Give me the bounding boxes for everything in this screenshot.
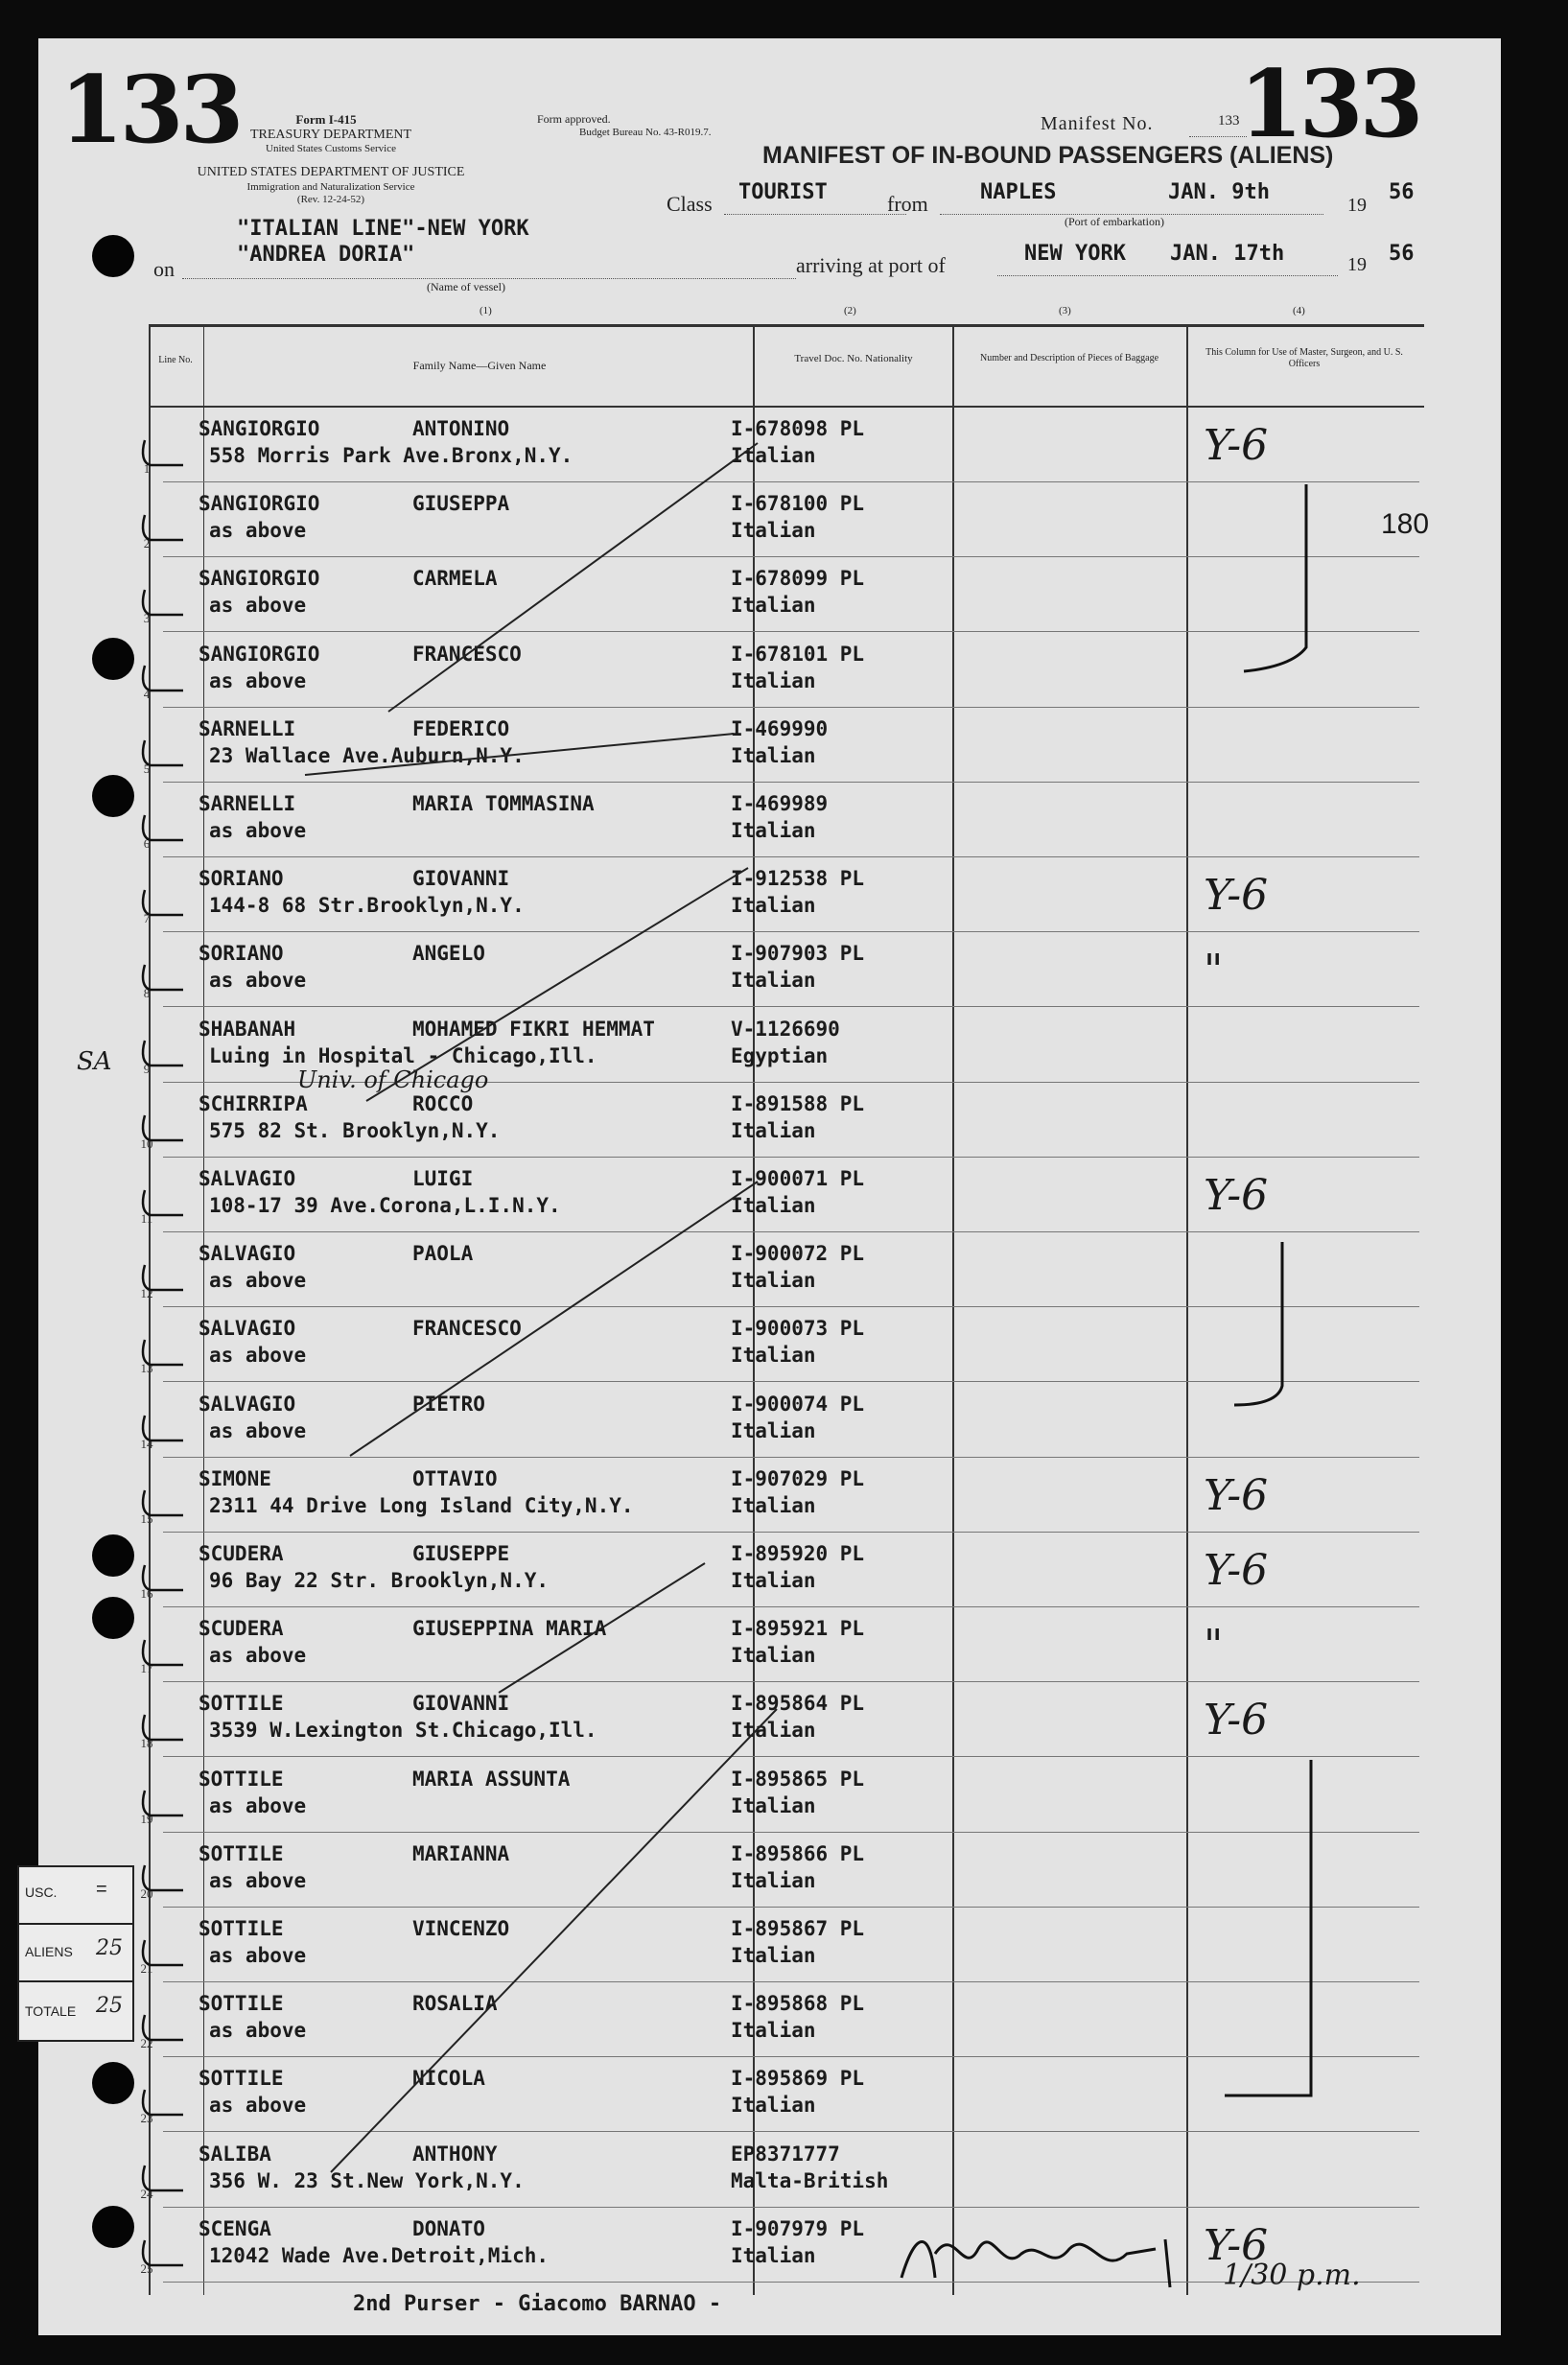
line-number: 7 — [143, 911, 151, 926]
line-number: 9 — [143, 1061, 151, 1076]
nationality: Italian — [731, 594, 816, 618]
nationality: Italian — [731, 2019, 816, 2043]
nationality: Italian — [731, 1269, 816, 1293]
officer-mark: Y-6 — [1204, 1470, 1269, 1520]
travel-doc-number: EP8371777 — [731, 2142, 840, 2166]
nationality: Italian — [731, 1194, 816, 1217]
family-name: SHABANAH — [199, 1017, 296, 1041]
travel-doc-number: I-895865 PL — [731, 1767, 865, 1791]
travel-doc-number: I-678101 PL — [731, 642, 865, 666]
page-number-stamp-right: 133 — [1239, 50, 1420, 158]
travel-doc-number: I-678099 PL — [731, 567, 865, 591]
officer-mark: " — [1204, 1621, 1224, 1671]
family-name: SARNELLI — [199, 792, 296, 815]
col-num-3: (3) — [1059, 305, 1071, 316]
line-number: 22 — [140, 2036, 153, 2051]
line-number: 11 — [140, 1211, 153, 1226]
nationality: Italian — [731, 519, 816, 543]
budget-bureau: Budget Bureau No. 43-R019.7. — [579, 127, 712, 138]
line-number: 20 — [140, 1885, 153, 1901]
address: 96 Bay 22 Str. Brooklyn,N.Y. — [209, 1569, 550, 1592]
given-name: VINCENZO — [412, 1917, 510, 1940]
address: as above — [209, 1868, 307, 1892]
officer-mark: Y-6 — [1204, 1696, 1269, 1745]
given-name: GIUSEPPINA MARIA — [412, 1617, 607, 1641]
address: as above — [209, 2094, 307, 2118]
nationality: Italian — [731, 1944, 816, 1967]
address: 144-8 68 Str.Brooklyn,N.Y. — [209, 894, 525, 918]
family-name: SOTTILE — [199, 1692, 284, 1716]
given-name: FRANCESCO — [412, 642, 522, 666]
family-name: SOTTILE — [199, 1767, 284, 1791]
line-number: 8 — [143, 986, 151, 1001]
line-number: 21 — [140, 1961, 153, 1976]
family-name: SALVAGIO — [199, 1317, 296, 1341]
travel-doc-number: I-895864 PL — [731, 1692, 865, 1716]
family-name: SANGIORGIO — [199, 492, 320, 516]
address: Luing in Hospital - Chicago,Ill. — [209, 1043, 597, 1067]
given-name: FRANCESCO — [412, 1317, 522, 1341]
given-name: MOHAMED FIKRI HEMMAT — [412, 1017, 655, 1041]
col-num-1: (1) — [480, 305, 492, 316]
given-name: MARIANNA — [412, 1841, 510, 1865]
line-number: 17 — [140, 1661, 153, 1676]
family-name: SIMONE — [199, 1466, 271, 1490]
family-name: SOTTILE — [199, 1992, 284, 2016]
line-number: 24 — [140, 2186, 153, 2201]
given-name: ROSALIA — [412, 1992, 498, 2016]
travel-doc-number: I-895920 PL — [731, 1542, 865, 1565]
line-number: 10 — [140, 1136, 153, 1151]
line-number: 5 — [143, 761, 151, 776]
nationality: Italian — [731, 969, 816, 993]
travel-doc-number: I-895866 PL — [731, 1841, 865, 1865]
dept-of-justice: UNITED STATES DEPARTMENT OF JUSTICE — [197, 165, 465, 179]
address: as above — [209, 1269, 307, 1293]
nationality: Italian — [731, 668, 816, 692]
officer-mark: " — [1204, 946, 1224, 995]
form-revision: (Rev. 12-24-52) — [296, 194, 365, 205]
line-number: 12 — [140, 1286, 153, 1301]
family-name: SCUDERA — [199, 1617, 284, 1641]
travel-doc-number: I-907903 PL — [731, 942, 865, 966]
family-name: SCUDERA — [199, 1542, 284, 1565]
usc-value: = — [96, 1879, 107, 1900]
given-name: MARIA TOMMASINA — [412, 792, 595, 815]
customs-service: United States Customs Service — [266, 143, 396, 154]
travel-doc-number: I-678100 PL — [731, 492, 865, 516]
header-travel-doc: Travel Doc. No. Nationality — [794, 353, 913, 364]
nationality: Italian — [731, 1793, 816, 1817]
port-embarkation-label: (Port of embarkation) — [1065, 215, 1164, 228]
line-number: 1 — [143, 461, 151, 476]
family-name: SOTTILE — [199, 1841, 284, 1865]
manifest-title: MANIFEST OF IN-BOUND PASSENGERS (ALIENS) — [762, 142, 1334, 169]
nationality: Italian — [731, 743, 816, 767]
arrival-port: NEW YORK — [1024, 242, 1126, 266]
travel-doc-number: I-900072 PL — [731, 1242, 865, 1266]
nationality: Italian — [731, 1569, 816, 1592]
given-name: ANGELO — [412, 942, 485, 966]
officer-mark: Y-6 — [1204, 1546, 1269, 1595]
travel-doc-number: I-900071 PL — [731, 1167, 865, 1190]
given-name: PIETRO — [412, 1392, 485, 1416]
family-name: SANGIORGIO — [199, 567, 320, 591]
form-number: Form I-415 — [295, 112, 357, 127]
aliens-value: 25 — [96, 1936, 123, 1960]
address: as above — [209, 1344, 307, 1368]
ins-service: Immigration and Naturalization Service — [246, 181, 415, 193]
arrival-year-prefix: 19 — [1347, 254, 1367, 275]
address: 23 Wallace Ave.Auburn,N.Y. — [209, 743, 525, 767]
line-number: 13 — [140, 1361, 153, 1376]
travel-doc-number: I-907029 PL — [731, 1466, 865, 1490]
summary-box-total — [17, 1980, 134, 2042]
line-number: 25 — [140, 2260, 153, 2276]
address: 12042 Wade Ave.Detroit,Mich. — [209, 2243, 550, 2267]
given-name: ANTHONY — [412, 2142, 498, 2166]
nationality: Italian — [731, 1418, 816, 1442]
purser-line: 2nd Purser - Giacomo BARNAO - — [353, 2292, 722, 2316]
line-number: 16 — [140, 1586, 153, 1601]
total-label: TOTALE — [25, 2003, 77, 2019]
col-num-4: (4) — [1293, 305, 1305, 316]
family-name: SALIBA — [199, 2142, 271, 2166]
address: as above — [209, 1644, 307, 1668]
given-name: OTTAVIO — [412, 1466, 498, 1490]
line-number: 15 — [140, 1510, 153, 1526]
departure-year: 56 — [1389, 180, 1415, 204]
arriving-label: arriving at port of — [796, 253, 946, 277]
family-name: SOTTILE — [199, 2067, 284, 2091]
given-name: ANTONINO — [412, 417, 510, 440]
address: as above — [209, 969, 307, 993]
family-name: SALVAGIO — [199, 1242, 296, 1266]
from-label: from — [887, 192, 928, 216]
nationality: Italian — [731, 819, 816, 842]
given-name: GIOVANNI — [412, 867, 510, 891]
nationality: Italian — [731, 1868, 816, 1892]
given-name: FEDERICO — [412, 716, 510, 740]
officer-mark: Y-6 — [1204, 2220, 1269, 2270]
line-number: 23 — [140, 2111, 153, 2126]
header-line-no: Line No. — [158, 355, 193, 365]
family-name: SANGIORGIO — [199, 417, 320, 440]
aliens-label: ALIENS — [25, 1944, 73, 1959]
travel-doc-number: I-900074 PL — [731, 1392, 865, 1416]
address: as above — [209, 819, 307, 842]
family-name: SOTTILE — [199, 1917, 284, 1940]
nationality: Italian — [731, 1493, 816, 1517]
form-approved: Form approved. — [537, 112, 611, 126]
travel-doc-number: I-469989 — [731, 792, 829, 815]
address: 2311 44 Drive Long Island City,N.Y. — [209, 1493, 634, 1517]
class-label: Class — [667, 192, 713, 216]
family-name: SALVAGIO — [199, 1167, 296, 1190]
nationality: Italian — [731, 2243, 816, 2267]
address: 558 Morris Park Ave.Bronx,N.Y. — [209, 444, 573, 467]
margin-number: 180 — [1381, 508, 1430, 540]
name-of-vessel-label: (Name of vessel) — [427, 280, 505, 293]
address: as above — [209, 668, 307, 692]
on-label: on — [153, 257, 175, 281]
nationality: Italian — [731, 2094, 816, 2118]
header-officers: This Column for Use of Master, Surgeon, and U. S. Officers — [1205, 347, 1403, 369]
nationality: Italian — [731, 444, 816, 467]
family-name: SANGIORGIO — [199, 642, 320, 666]
footer-time: 1/30 p.m. — [1223, 2259, 1361, 2292]
travel-doc-number: I-900073 PL — [731, 1317, 865, 1341]
vessel-name: "ANDREA DORIA" — [237, 243, 415, 267]
given-name: LUIGI — [412, 1167, 474, 1190]
given-name: PAOLA — [412, 1242, 474, 1266]
travel-doc-number: I-891588 PL — [731, 1091, 865, 1115]
address: as above — [209, 1944, 307, 1967]
address: 108-17 39 Ave.Corona,L.I.N.Y. — [209, 1194, 561, 1217]
given-name: DONATO — [412, 2216, 485, 2240]
travel-doc-number: I-895921 PL — [731, 1617, 865, 1641]
nationality: Italian — [731, 1118, 816, 1142]
address: as above — [209, 519, 307, 543]
travel-doc-number: V-1126690 — [731, 1017, 840, 1041]
family-name: SCHIRRIPA — [199, 1091, 308, 1115]
departure-date: JAN. 9th — [1168, 180, 1270, 204]
address: 575 82 St. Brooklyn,N.Y. — [209, 1118, 501, 1142]
treasury-dept: TREASURY DEPARTMENT — [249, 128, 412, 142]
address: as above — [209, 1793, 307, 1817]
line-number: 14 — [140, 1436, 153, 1451]
nationality: Italian — [731, 1719, 816, 1743]
given-name: ROCCO — [412, 1091, 474, 1115]
officer-mark: Y-6 — [1204, 421, 1269, 470]
officer-mark: Y-6 — [1204, 871, 1269, 921]
given-name: CARMELA — [412, 567, 498, 591]
family-name: SARNELLI — [199, 716, 296, 740]
manifest-no-value: 133 — [1218, 113, 1240, 129]
address: 3539 W.Lexington St.Chicago,Ill. — [209, 1719, 597, 1743]
nationality: Italian — [731, 1644, 816, 1668]
summary-box-usc — [17, 1865, 134, 1927]
given-name: GIUSEPPE — [412, 1542, 510, 1565]
header-baggage: Number and Description of Pieces of Baggage — [979, 353, 1159, 363]
travel-doc-number: I-895867 PL — [731, 1917, 865, 1940]
given-name: GIOVANNI — [412, 1692, 510, 1716]
line-number: 18 — [140, 1736, 153, 1751]
travel-doc-number: I-895868 PL — [731, 1992, 865, 2016]
address: as above — [209, 1418, 307, 1442]
shipping-line: "ITALIAN LINE"-NEW YORK — [237, 217, 529, 241]
travel-doc-number: I-907979 PL — [731, 2216, 865, 2240]
line-number: 6 — [143, 836, 151, 851]
address: as above — [209, 2019, 307, 2043]
line-number: 4 — [143, 686, 151, 701]
family-name: SCENGA — [199, 2216, 271, 2240]
departure-year-prefix: 19 — [1347, 195, 1367, 216]
line9-note: Univ. of Chicago — [297, 1066, 489, 1093]
address: as above — [209, 594, 307, 618]
header-name: Family Name—Given Name — [412, 359, 547, 372]
officer-signature — [897, 2220, 1223, 2297]
officer-mark: Y-6 — [1204, 1171, 1269, 1220]
given-name: MARIA ASSUNTA — [412, 1767, 571, 1791]
page-number-stamp-left: 133 — [59, 56, 241, 164]
total-value: 25 — [96, 1994, 123, 2018]
arrival-year: 56 — [1389, 242, 1415, 266]
nationality: Italian — [731, 894, 816, 918]
side-initials: SA — [77, 1047, 112, 1076]
travel-doc-number: I-912538 PL — [731, 867, 865, 891]
line-number: 19 — [140, 1811, 153, 1826]
nationality: Egyptian — [731, 1043, 829, 1067]
travel-doc-number: I-678098 PL — [731, 417, 865, 440]
summary-box-aliens — [17, 1923, 134, 1984]
manifest-no-label: Manifest No. — [1041, 113, 1154, 134]
class-value: TOURIST — [738, 180, 828, 204]
nationality: Italian — [731, 1344, 816, 1368]
family-name: SALVAGIO — [199, 1392, 296, 1416]
line-number: 3 — [143, 611, 151, 626]
family-name: SORIANO — [199, 867, 284, 891]
travel-doc-number: I-469990 — [731, 716, 829, 740]
arrival-date: JAN. 17th — [1170, 242, 1285, 266]
given-name: GIUSEPPA — [412, 492, 510, 516]
nationality: Malta-British — [731, 2168, 889, 2192]
col-num-2: (2) — [844, 305, 856, 316]
usc-label: USC. — [25, 1885, 58, 1900]
line-number: 2 — [143, 536, 151, 551]
address: 356 W. 23 St.New York,N.Y. — [209, 2168, 525, 2192]
port-of-embarkation: NAPLES — [980, 180, 1057, 204]
travel-doc-number: I-895869 PL — [731, 2067, 865, 2091]
given-name: NICOLA — [412, 2067, 485, 2091]
family-name: SORIANO — [199, 942, 284, 966]
